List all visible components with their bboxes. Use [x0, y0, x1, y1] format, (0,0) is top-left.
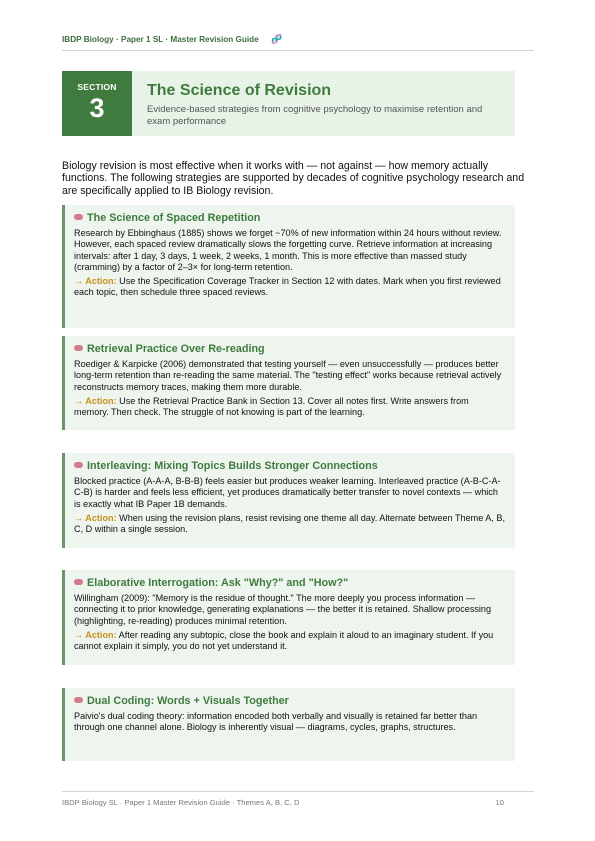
- page-footer: [62, 791, 534, 807]
- card-title: Dual Coding: Words + Visuals Together: [87, 695, 289, 707]
- action-text: After reading any subtopic, close the book and explain it aloud to an imaginary student. If you cannot explain it simply, you do not yet understand it.: [74, 629, 494, 652]
- action-text: Use the Specification Coverage Tracker in Section 12 with dates. Mark when you first reviewed each topic, then schedule three spaced reviews.: [74, 276, 501, 298]
- brain-icon: [74, 214, 83, 220]
- action-label: → Action:: [74, 512, 117, 523]
- header-title: IBDP Biology · Paper 1 SL · Master Revision Guide: [62, 35, 259, 44]
- section-subtitle: Evidence-based strategies from cognitive psychology to maximise retention and exam performance: [147, 104, 483, 127]
- action-label: → Action:: [74, 629, 117, 640]
- page-header: [62, 34, 534, 51]
- card-body: Paivio's dual coding theory: information encoded both verbally and visually is retained far better than through one channel alone. Biology is inherently visual — diagrams, cycles, graphs, structures.: [74, 711, 478, 733]
- card-action: [74, 276, 505, 299]
- card-title: The Science of Spaced Repetition: [87, 212, 261, 224]
- card-title: Interleaving: Mixing Topics Builds Stronger Connections: [87, 460, 378, 472]
- section-title: The Science of Revision: [147, 82, 332, 99]
- section-banner: [62, 71, 515, 136]
- strategy-card-retrieval-practice: [62, 336, 515, 430]
- card-body: Roediger & Karpicke (2006) demonstrated that testing yourself — even unsuccessfully — produces better long-term retention than re-reading the same material. The "testing effect" works because retrieval actively reconstructs memory traces, making them more durable.: [74, 359, 502, 392]
- card-body: Blocked practice (A-A-A, B-B-B) feels easier but produces weaker learning. Interleaved practice (A-B-C-A-C-B) is harder and feels less efficient, yet produces dramatically better transfer to novel contexts — which is exactly what IB Paper 1B demands.: [74, 476, 501, 509]
- brain-icon: [74, 462, 83, 468]
- card-action: [74, 513, 505, 536]
- page-number: 10: [495, 798, 504, 807]
- section-label: SECTION: [77, 82, 117, 92]
- strategy-card-elaborative-interrogation: [62, 570, 515, 665]
- card-title: Retrieval Practice Over Re-reading: [87, 343, 265, 355]
- brain-icon: [74, 345, 83, 351]
- card-body: Research by Ebbinghaus (1885) shows we forget ~70% of new information within 24 hours without review. However, each spaced review dramatically slows the forgetting curve. Retrieve information at increasing intervals: after 1 day, 3 days, 1 week, 2 weeks, 1 month. This is more effective than massed study (cramming) by a factor of 2–3× for long-term retention.: [74, 228, 502, 272]
- action-text: When using the revision plans, resist revising one theme all day. Alternate between Theme A, B, C, D within a single session.: [74, 512, 505, 535]
- action-label: → Action:: [74, 276, 117, 287]
- strategy-card-spaced-repetition: [62, 205, 515, 328]
- footer-text: IBDP Biology SL · Paper 1 Master Revision Guide · Themes A, B, C, D: [62, 798, 300, 807]
- strategy-card-interleaving: [62, 453, 515, 548]
- section-tab: [62, 71, 132, 136]
- section-number: 3: [89, 93, 105, 123]
- dna-icon: 🧬: [270, 34, 283, 44]
- card-action: [74, 630, 505, 653]
- card-body: Willingham (2009): "Memory is the residue of thought." The more deeply you process information — connecting it to prior knowledge, generating explanations — the better it is retained. Shallow processing (highlighting, re-reading) produces minimal retention.: [74, 593, 492, 626]
- action-label: → Action:: [74, 395, 117, 406]
- brain-icon: [74, 697, 83, 703]
- action-text: Use the Retrieval Practice Bank in Section 13. Cover all notes first. Write answers from memory. Then check. The struggle of not knowing is part of the learning.: [74, 395, 469, 418]
- strategy-card-dual-coding: [62, 688, 515, 761]
- card-title: Elaborative Interrogation: Ask "Why?" and "How?": [87, 577, 349, 589]
- card-action: [74, 396, 505, 419]
- brain-icon: [74, 579, 83, 585]
- intro-paragraph: Biology revision is most effective when it works with — not against — how memory actually functions. The following strategies are supported by decades of cognitive psychology research and are specifically applied to IB Biology revision.: [62, 160, 525, 197]
